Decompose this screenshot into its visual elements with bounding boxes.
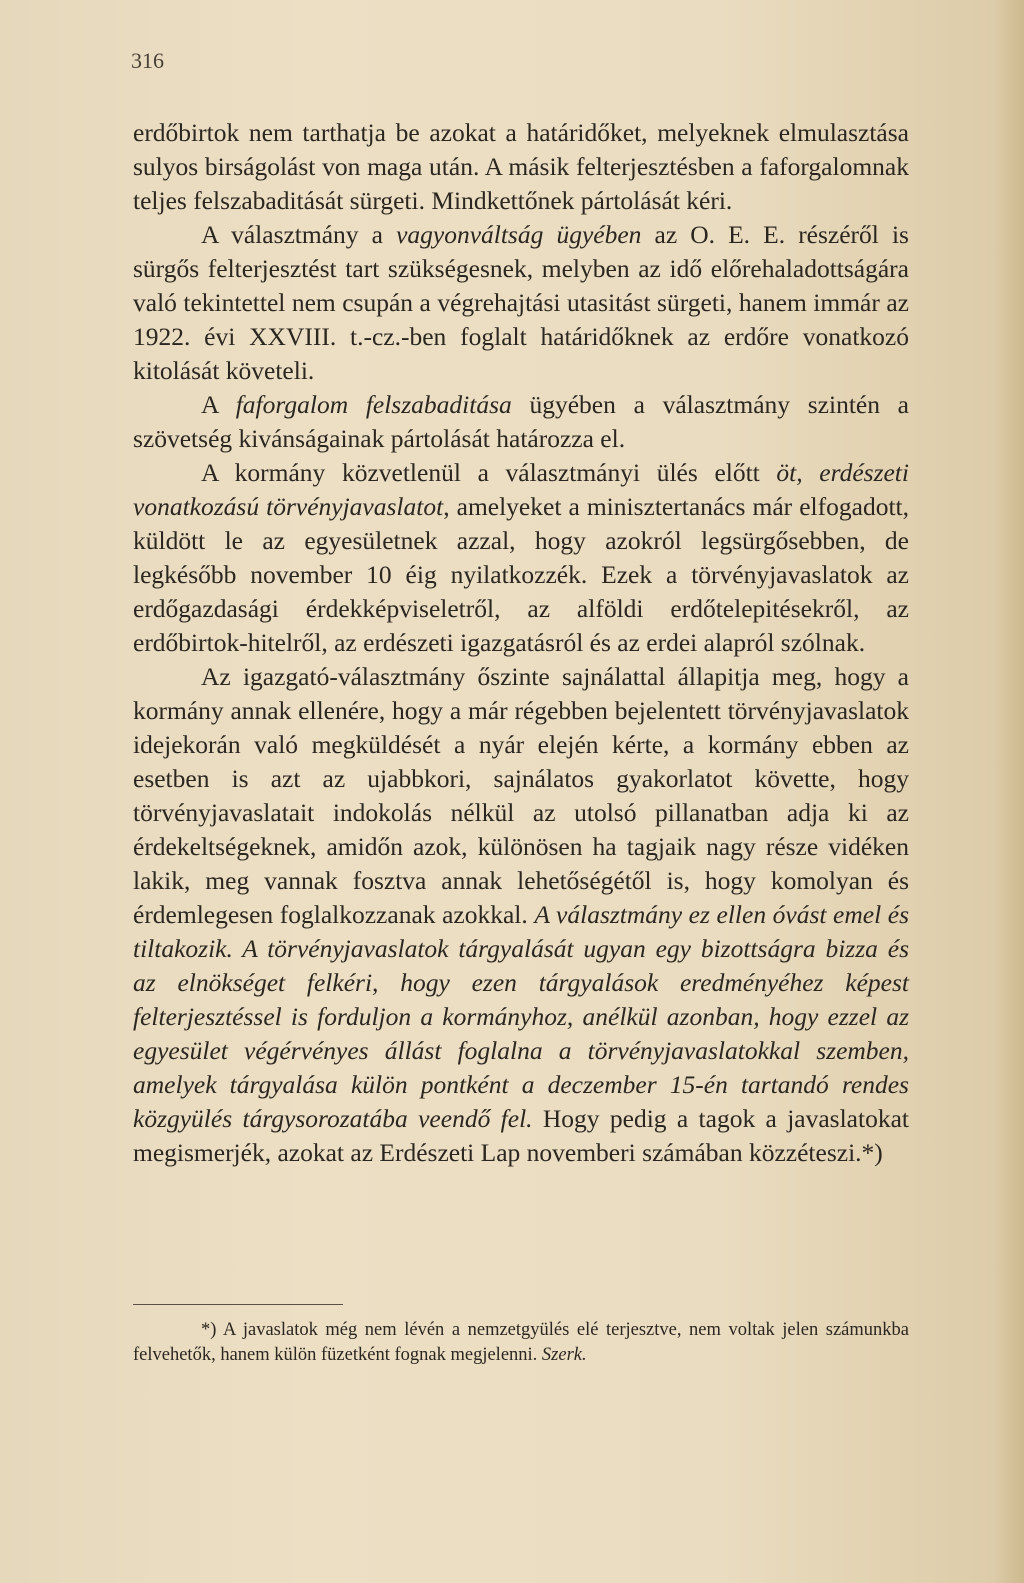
text-segment: A kormány közvetlenül a választmányi ülés előtt bbox=[201, 458, 777, 487]
text-segment: Hogy pedig a tagok a javaslatokat megismerjék, azokat az Erdészeti Lap novemberi számában közzéteszi.*) bbox=[133, 1104, 909, 1167]
footnote-rule bbox=[133, 1304, 343, 1305]
footnote-signature: Szerk. bbox=[541, 1345, 587, 1365]
footnote-text: *) A javaslatok még nem lévén a nemzetgyülés elé terjesztve, nem voltak jelen számunkba felvehetők, hanem külön füzetként fognak megjelenni. bbox=[133, 1320, 909, 1365]
text-segment: Az igazgató-választmány őszinte sajnálattal állapitja meg, hogy a kormány annak ellenére, hogy a már régebben bejelentett törvényjavaslatok idejekorán való megküldését a nyár elején kérte, a kormány ebben az esetben is azt az ujabbkori, sajnálatos gyakorlatot követte, hogy törvényjavaslatait indokolás nélkül az utolsó pillanatban adja ki az érdekeltségeknek, amidőn azok, különösen ha tagjaik nagy része vidéken lakik, meg vannak fosztva annak lehetőségétől is, hogy komolyan és érdemlegesen foglalkozzanak azokkal. bbox=[133, 662, 909, 929]
italic-segment: vagyonváltság ügyében bbox=[396, 220, 642, 249]
footnote bbox=[133, 1318, 909, 1368]
text-segment: A bbox=[201, 390, 236, 419]
italic-segment: A választmány ez ellen óvást emel és tiltakozik. A törvényjavaslatok tárgyalását ugyan egy bizottságra bizza és az elnökséget felkéri, hogy ezen tárgyalások eredményéhez képest felterjesztéssel is forduljon a kormányhoz, anélkül azonban, hogy ezzel az egyesület végérvényes állást foglalna a törvényjavaslatokkal szemben, amelyek tárgyalása külön pontként a deczember 15-én tartandó rendes közgyülés tárgysorozatába veendő fel. bbox=[133, 900, 910, 1133]
italic-segment: faforgalom felszabaditása bbox=[235, 390, 512, 419]
paragraph-3 bbox=[133, 388, 909, 456]
text-segment: , amelyeket a minisztertanács már elfogadott, küldött le az egyesületnek azzal, hogy azokról legsürgősebben, de legkésőbb november 10 éig nyilatkozzék. Ezek a törvényjavaslatok az erdőgazdasági érdekképviseletről, az alföldi erdőtelepitésekről, az erdőbirtok-hitelről, az erdészeti igazgatásról és az erdei alapról szólnak. bbox=[133, 492, 909, 657]
text-segment: az O. E. E. részéről is sürgős felterjesztést tart szükségesnek, melyben az idő előrehaladottságára való tekintettel nem csupán a végrehajtási utasitást sürgeti, hanem immár az 1922. évi XXVIII. t.-cz.-ben foglalt határidőknek az erdőre vonatkozó kitolását követeli. bbox=[133, 220, 909, 385]
text-segment: ügyében a választmány szintén a szövetség kivánságainak pártolását határozza el. bbox=[133, 390, 910, 453]
italic-segment: öt, erdészeti vonatkozású törvényjavaslatot bbox=[133, 458, 909, 521]
paragraph-2 bbox=[133, 218, 909, 388]
body-text bbox=[133, 116, 909, 1170]
paragraph-4 bbox=[133, 456, 909, 660]
page-number: 316 bbox=[131, 48, 164, 73]
paragraph-5 bbox=[133, 660, 909, 1170]
paragraph-1 bbox=[133, 116, 909, 218]
text-segment: erdőbirtok nem tarthatja be azokat a határidőket, melyeknek elmulasztása sulyos birságolást von maga után. A másik felterjesztésben a faforgalomnak teljes felszabaditását sürgeti. Mindkettőnek pártolását kéri. bbox=[133, 118, 909, 215]
text-segment: A választmány a bbox=[201, 220, 397, 249]
